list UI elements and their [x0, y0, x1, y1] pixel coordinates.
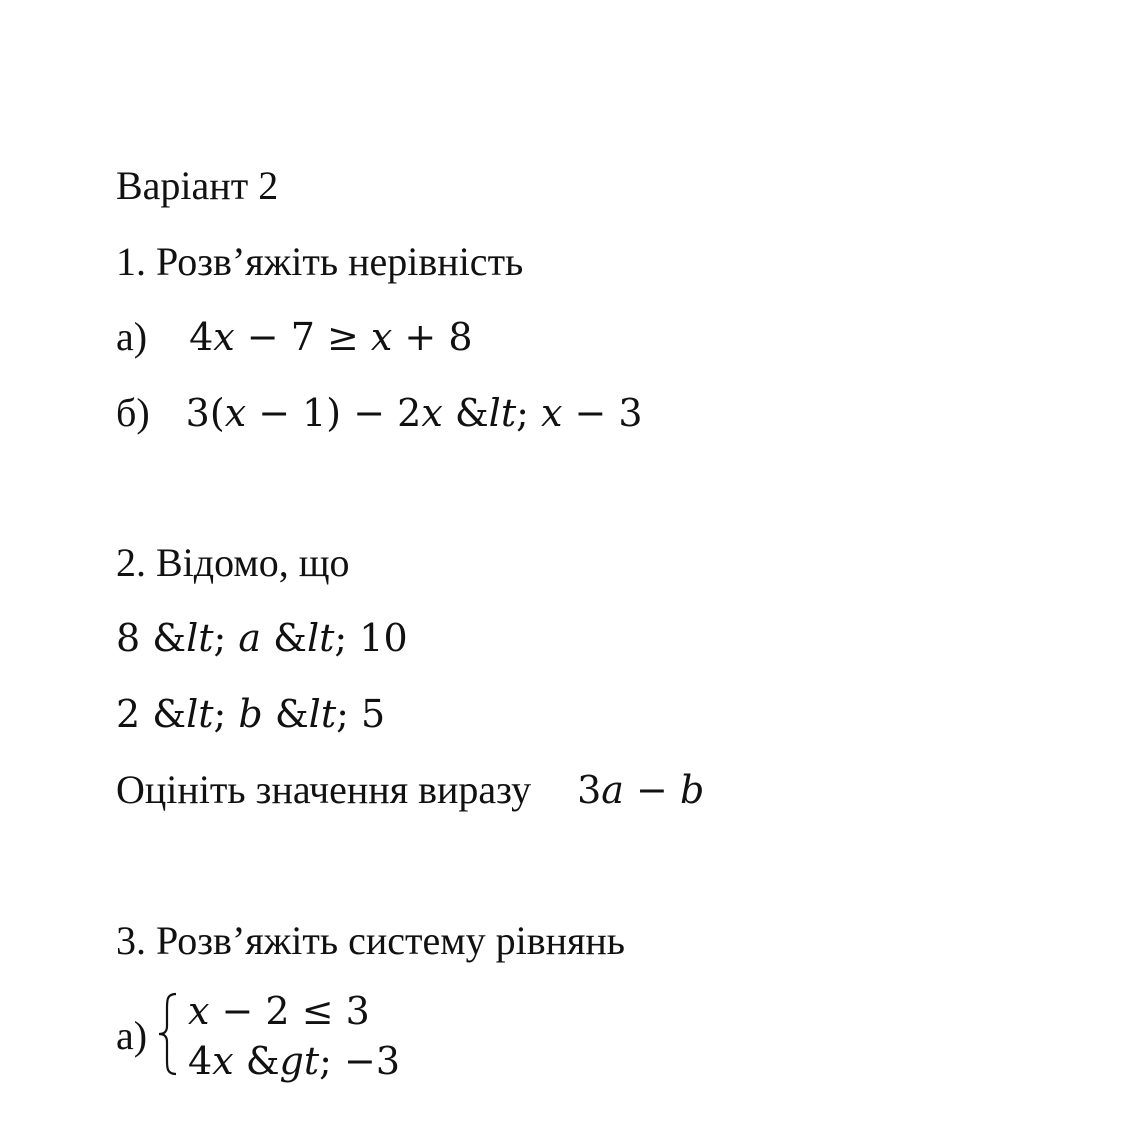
task1-a-label: а) — [116, 314, 148, 359]
curly-brace-icon — [156, 992, 184, 1076]
task1-a-expression: 4x − 7 ≥ x + 8 — [189, 315, 473, 359]
task2-condition-b: 2 &lt; b &lt; 5 — [116, 692, 386, 736]
task1-heading: 1. Розв’яжіть нерівність — [116, 239, 524, 284]
task2-condition-a: 8 &lt; a &lt; 10 — [116, 616, 408, 660]
task2-expression: 3a − b — [577, 768, 705, 812]
task1-item-b — [116, 390, 643, 435]
task2-prompt: Оцініть значення виразу — [116, 767, 532, 812]
page-title: Варіант 2 — [116, 163, 279, 208]
task3-row2: 4x &gt; −3 — [188, 1039, 401, 1083]
task1-b-expression: 3(x − 1) − 2x &lt; x − 3 — [185, 391, 643, 435]
task2-heading: 2. Відомо, що — [116, 540, 350, 585]
task3-row1: x − 2 ≤ 3 — [188, 989, 370, 1033]
task1-item-a — [116, 314, 473, 359]
task3-heading: 3. Розв’яжіть систему рівнянь — [116, 918, 626, 963]
task1-b-label: б) — [116, 390, 150, 435]
task2-prompt-line — [116, 767, 705, 812]
task3-a-label: а) — [116, 1013, 148, 1058]
